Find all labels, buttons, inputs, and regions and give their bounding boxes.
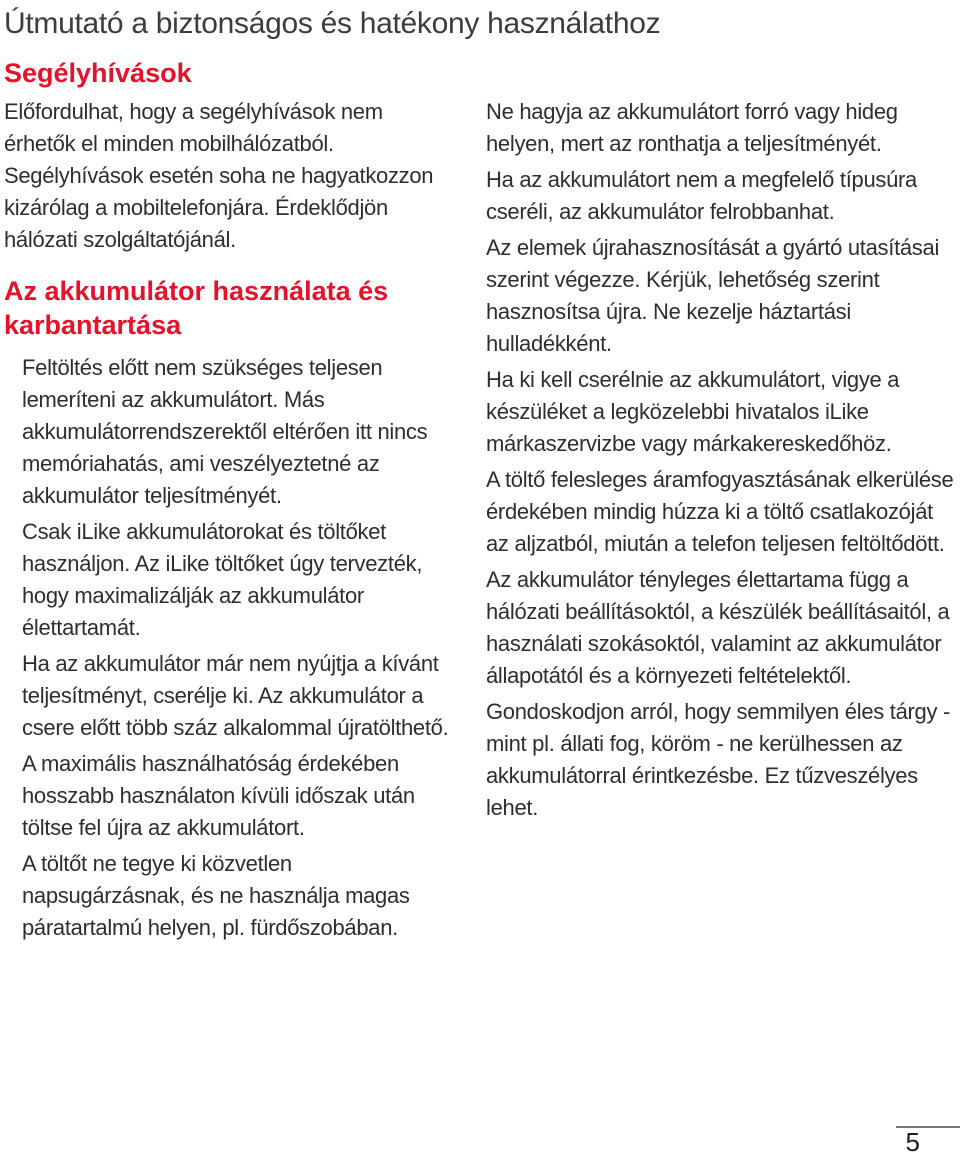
left-column xyxy=(4,56,454,948)
battery-paragraph: A maximális használhatóság érdekében hosszabb használaton kívüli időszak után töltse fel újra az akkumulátort. xyxy=(22,751,415,840)
battery-paragraph: Az akkumulátor tényleges élettartama függ a hálózati beállításoktól, a készülék beállításaitól, a használati szokásoktól, valamint az akkumulátor állapotától és a környezeti feltételektől. xyxy=(486,567,950,688)
page-number: 5 xyxy=(905,1127,920,1157)
battery-paragraph: Ha ki kell cserélnie az akkumulátort, vigye a készüléket a legközelebbi hivatalos iLike márkaszervizbe vagy márkakereskedőhöz. xyxy=(486,367,900,456)
battery-paragraph: Az elemek újrahasznosítását a gyártó utasításai szerint végezze. Kérjük, lehetőség szerint hasznosítsa újra. Ne kezelje háztartási hulladékként. xyxy=(486,235,940,356)
emergency-paragraph: Előfordulhat, hogy a segélyhívások nem érhetők el minden mobilhálózatból. Segélyhívások esetén soha ne hagyatkozzon kizárólag a mobiltelefonjára. Érdeklődjön hálózati szolgáltatójánál. xyxy=(4,99,434,252)
battery-paragraph: Ha az akkumulátort nem a megfelelő típusúra cseréli, az akkumulátor felrobbanhat. xyxy=(486,167,917,224)
battery-paragraph: Csak iLike akkumulátorokat és töltőket használjon. Az iLike töltőket úgy tervezték, hogy maximalizálják az akkumulátor élettartamát. xyxy=(22,519,423,640)
battery-paragraph: Ha az akkumulátor már nem nyújtja a kívánt teljesítményt, cserélje ki. Az akkumulátor a csere előtt több száz alkalommal újratölthető. xyxy=(22,651,449,740)
emergency-calls-heading: Segélyhívások xyxy=(4,58,192,88)
right-column xyxy=(486,96,956,828)
battery-paragraph: A töltőt ne tegye ki közvetlen napsugárzásnak, és ne használja magas páratartalmú helyen, pl. fürdőszobában. xyxy=(22,851,410,940)
battery-paragraph: A töltő felesleges áramfogyasztásának elkerülése érdekében mindig húzza ki a töltő csatlakozóját az aljzatból, miután a telefon teljesen feltöltődött. xyxy=(486,467,954,556)
battery-paragraph: Gondoskodjon arról, hogy semmilyen éles tárgy - mint pl. állati fog, köröm - ne kerülhessen az akkumulátorral érintkezésbe. Ez tűzveszélyes lehet. xyxy=(486,699,951,820)
battery-paragraph: Feltöltés előtt nem szükséges teljesen lemeríteni az akkumulátort. Más akkumulátorrendszerektől eltérően itt nincs memóriahatás, ami veszélyeztetné az akkumulátor teljesítményét. xyxy=(22,355,428,508)
battery-paragraph: Ne hagyja az akkumulátort forró vagy hideg helyen, mert az ronthatja a teljesítményét. xyxy=(486,99,898,156)
page-title: Útmutató a biztonságos és hatékony használathoz xyxy=(4,7,661,40)
battery-usage-heading: Az akkumulátor használata és karbantartása xyxy=(4,276,389,340)
